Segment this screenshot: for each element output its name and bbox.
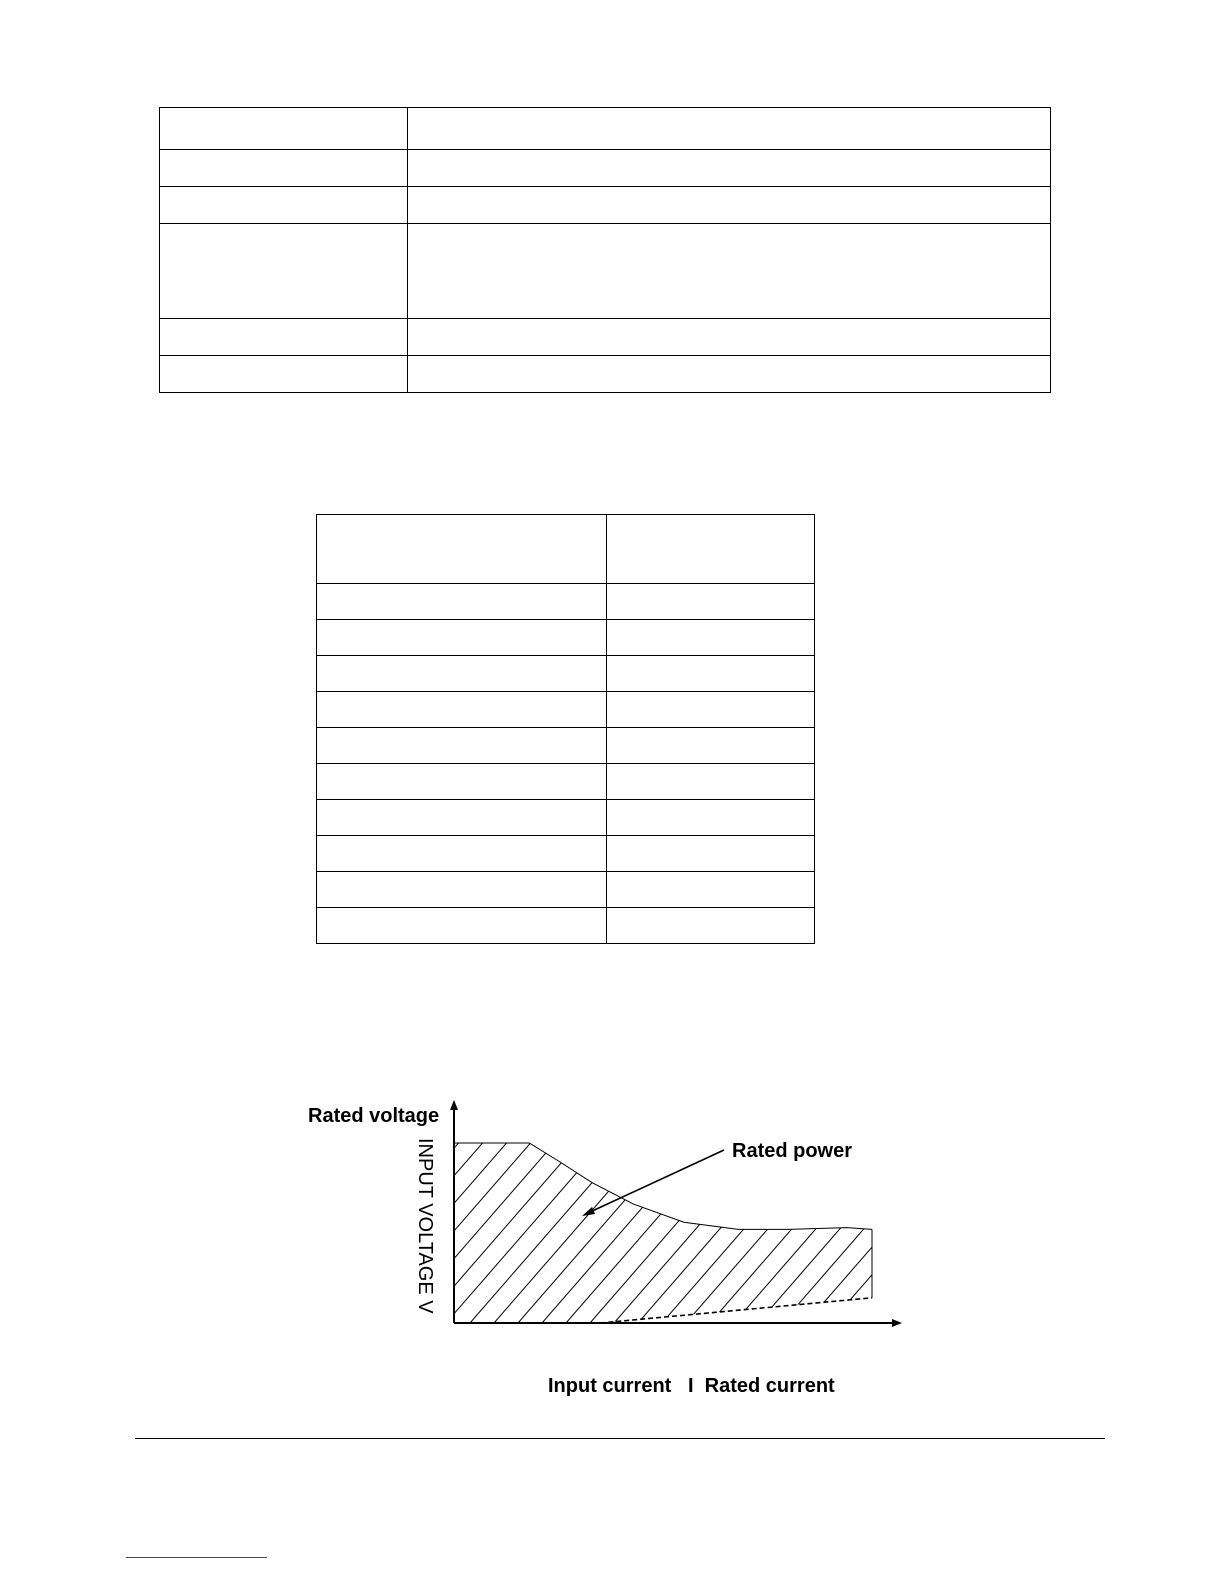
- x-axis-arrow: [892, 1319, 902, 1327]
- values-table-row: [317, 908, 815, 944]
- values-cell: [607, 656, 815, 692]
- hatch-line: [710, 1093, 910, 1323]
- spec-value-cell: [408, 187, 1051, 224]
- hatch-line: [830, 1093, 920, 1323]
- y-axis-arrow: [450, 1100, 458, 1110]
- spec-label-cell: [160, 224, 408, 319]
- hatch-line: [350, 1093, 550, 1323]
- spec-table-row: [160, 319, 1051, 356]
- values-cell: [317, 764, 607, 800]
- values-table-row: [317, 656, 815, 692]
- values-cell: [317, 800, 607, 836]
- values-cell: [607, 728, 815, 764]
- values-cell: [317, 728, 607, 764]
- spec-value-cell: [408, 108, 1051, 150]
- hatch-line: [878, 1093, 920, 1323]
- values-table-row: [317, 872, 815, 908]
- hatch-line: [590, 1093, 790, 1323]
- values-header-cell: [317, 515, 607, 584]
- values-table-row: [317, 584, 815, 620]
- hatch-line: [566, 1093, 766, 1323]
- spec-value-cell: [408, 356, 1051, 393]
- spec-value-cell: [408, 150, 1051, 187]
- hatch-fill: [300, 1093, 920, 1323]
- values-cell: [607, 620, 815, 656]
- x-axis-label: Input current I Rated current: [548, 1375, 835, 1397]
- hatch-line: [854, 1093, 920, 1323]
- hatch-line: [782, 1093, 920, 1323]
- y-axis-top-label: Rated voltage: [308, 1105, 440, 1127]
- values-table-row: [317, 764, 815, 800]
- values-cell: [317, 584, 607, 620]
- footer-rule: [135, 1438, 1105, 1439]
- values-table-row: [317, 836, 815, 872]
- values-cell: [607, 692, 815, 728]
- hatch-line: [446, 1093, 646, 1323]
- hatch-line: [758, 1093, 920, 1323]
- y-axis-side-label: INPUT VOLTAGE V: [414, 1138, 436, 1314]
- annotation-arrow: [588, 1150, 724, 1213]
- values-cell: [607, 872, 815, 908]
- power-curve-chart: [300, 1090, 920, 1410]
- annotation-label: Rated power: [732, 1140, 853, 1162]
- values-cell: [607, 764, 815, 800]
- hatch-line: [806, 1093, 920, 1323]
- spec-table-row: [160, 187, 1051, 224]
- hatch-line: [902, 1093, 920, 1323]
- values-cell: [607, 800, 815, 836]
- values-table-row: [317, 728, 815, 764]
- spec-label-cell: [160, 187, 408, 224]
- values-cell: [317, 836, 607, 872]
- hatch-line: [300, 1093, 478, 1323]
- hatch-line: [494, 1093, 694, 1323]
- values-table-row: [317, 620, 815, 656]
- hatch-line: [374, 1093, 574, 1323]
- hatch-line: [686, 1093, 886, 1323]
- values-cell: [607, 836, 815, 872]
- spec-table-row: [160, 150, 1051, 187]
- values-cell: [317, 620, 607, 656]
- spec-label-cell: [160, 356, 408, 393]
- values-table-header: [317, 515, 815, 584]
- spec-table-row: [160, 224, 1051, 319]
- hatch-line: [542, 1093, 742, 1323]
- values-cell: [607, 908, 815, 944]
- hatch-line: [302, 1093, 502, 1323]
- spec-value-cell: [408, 224, 1051, 319]
- footer-link-underline: [126, 1557, 267, 1558]
- spec-label-cell: [160, 150, 408, 187]
- spec-table-row: [160, 356, 1051, 393]
- values-table: [316, 514, 815, 944]
- hatch-line: [662, 1093, 862, 1323]
- spec-table: [159, 107, 1051, 393]
- values-cell: [317, 656, 607, 692]
- spec-label-cell: [160, 319, 408, 356]
- values-table-row: [317, 692, 815, 728]
- hatch-line: [518, 1093, 718, 1323]
- values-cell: [317, 872, 607, 908]
- spec-value-cell: [408, 319, 1051, 356]
- spec-label-cell: [160, 108, 408, 150]
- values-table-row: [317, 800, 815, 836]
- values-cell: [607, 584, 815, 620]
- spec-table-row: [160, 108, 1051, 150]
- hatch-line: [470, 1093, 670, 1323]
- values-header-cell: [607, 515, 815, 584]
- hatch-line: [734, 1093, 920, 1323]
- hatch-line: [638, 1093, 838, 1323]
- values-cell: [317, 692, 607, 728]
- lower-boundary-dashed-line: [600, 1298, 872, 1323]
- values-cell: [317, 908, 607, 944]
